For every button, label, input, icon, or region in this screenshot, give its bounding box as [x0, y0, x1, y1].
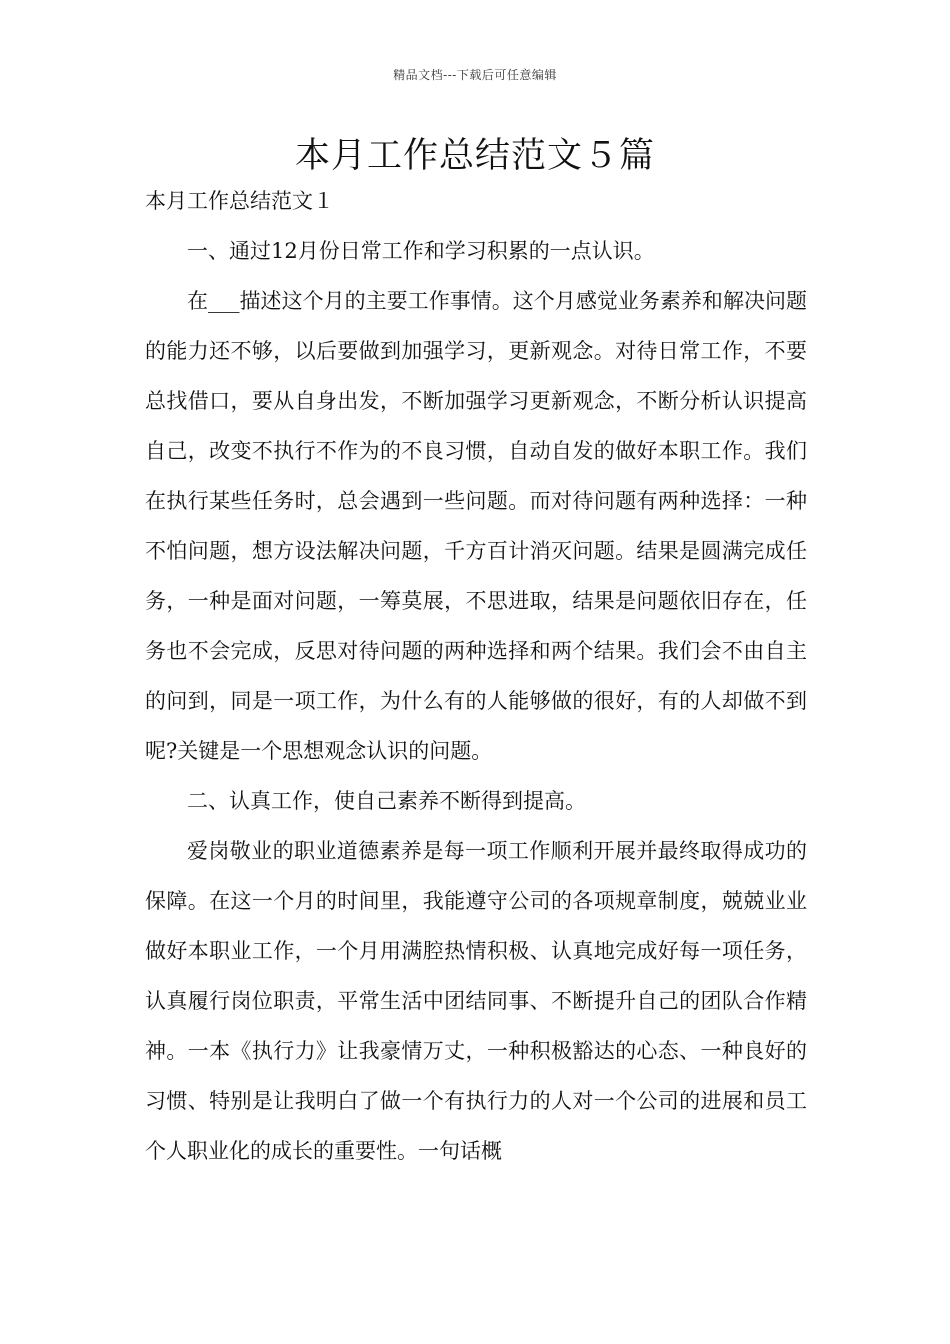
document-title: 本月工作总结范文５篇	[294, 136, 655, 176]
document-body	[145, 184, 807, 1176]
paragraph-1: 一、通过12月份日常工作和学习积累的一点认识。	[187, 239, 655, 263]
section-heading: 本月工作总结范文１	[145, 189, 334, 213]
paragraph-2: 在___描述这个月的主要工作事情。这个月感觉业务素养和解决问题的能力还不够，以后要做到加强学习，更新观念。对待日常工作，不要总找借口，要从自身出发，不断加强学习更新观念，不断分析认识提高自己，改变不执行不作为的不良习惯，自动自发的做好本职工作。我们在执行某些任务时，总会遇到一些问题。而对待问题有两种选择：一种不怕问题，想方设法解决问题，千方百计消灭问题。结果是圆满完成任务，一种是面对问题，一筹莫展，不思进取，结果是问题依旧存在，任务也不会完成，反思对待问题的两种选择和两个结果。我们会不由自主的问到，同是一项工作，为什么有的人能够做的很好，有的人却做不到呢?关键是一个思想观念认识的问题。	[145, 289, 807, 763]
paragraph-3: 二、认真工作，使自己素养不断得到提高。	[187, 789, 586, 813]
page-header: 精品文档---下载后可任意编辑	[393, 68, 557, 82]
paragraph-4: 爱岗敬业的职业道德素养是每一项工作顺利开展并最终取得成功的保障。在这一个月的时间里，我能遵守公司的各项规章制度，兢兢业业做好本职业工作，一个月用满腔热情积极、认真地完成好每一项任务，认真履行岗位职责，平常生活中团结同事、不断提升自己的团队合作精神。一本《执行力》让我豪情万丈，一种积极豁达的心态、一种良好的习惯、特别是让我明白了做一个有执行力的人对一个公司的进展和员工个人职业化的成长的重要性。一句话概	[145, 839, 807, 1163]
